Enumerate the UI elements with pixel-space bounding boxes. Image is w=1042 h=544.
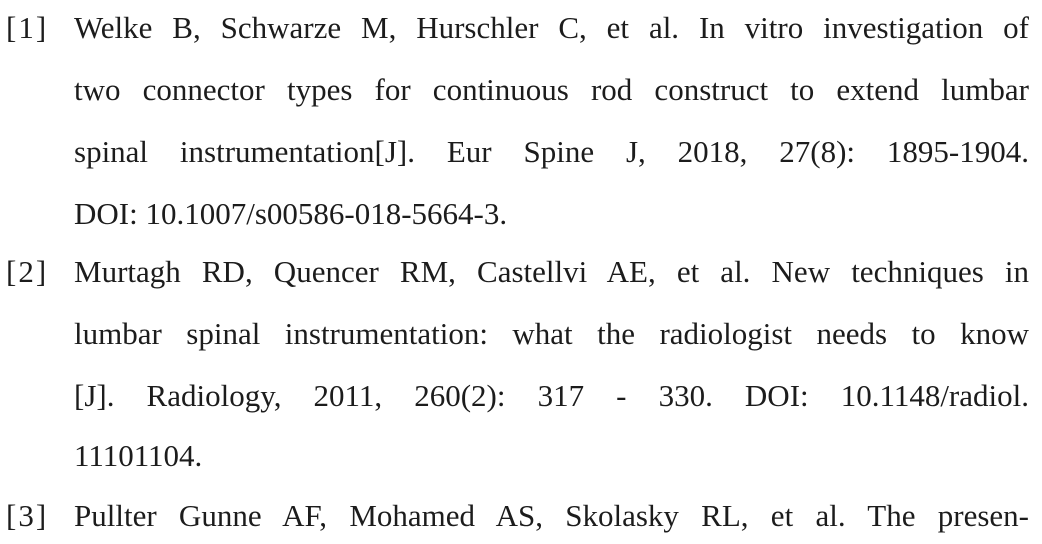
reference-line: 11101104. — [74, 438, 203, 473]
reference-line: Welke B, Schwarze M, Hurschler C, et al. In vitro investigation of — [74, 10, 1029, 45]
reference-number: [3] — [6, 498, 49, 533]
reference-number: [1] — [6, 10, 49, 45]
reference-line: DOI: 10.1007/s00586-018-5664-3. — [74, 196, 508, 231]
reference-line: two connector types for continuous rod construct to extend lumbar — [74, 72, 1029, 107]
reference-number: [2] — [6, 254, 49, 289]
reference-line: Murtagh RD, Quencer RM, Castellvi AE, et al. New techniques in — [74, 254, 1029, 289]
reference-line: lumbar spinal instrumentation: what the radiologist needs to know — [74, 316, 1029, 351]
reference-line: [J]. Radiology, 2011, 260(2): 317 - 330. DOI: 10.1148/radiol. — [74, 378, 1029, 413]
reference-line: Pullter Gunne AF, Mohamed AS, Skolasky RL, et al. The presen- — [74, 498, 1029, 533]
reference-line: spinal instrumentation[J]. Eur Spine J, 2018, 27(8): 1895-1904. — [74, 134, 1029, 169]
